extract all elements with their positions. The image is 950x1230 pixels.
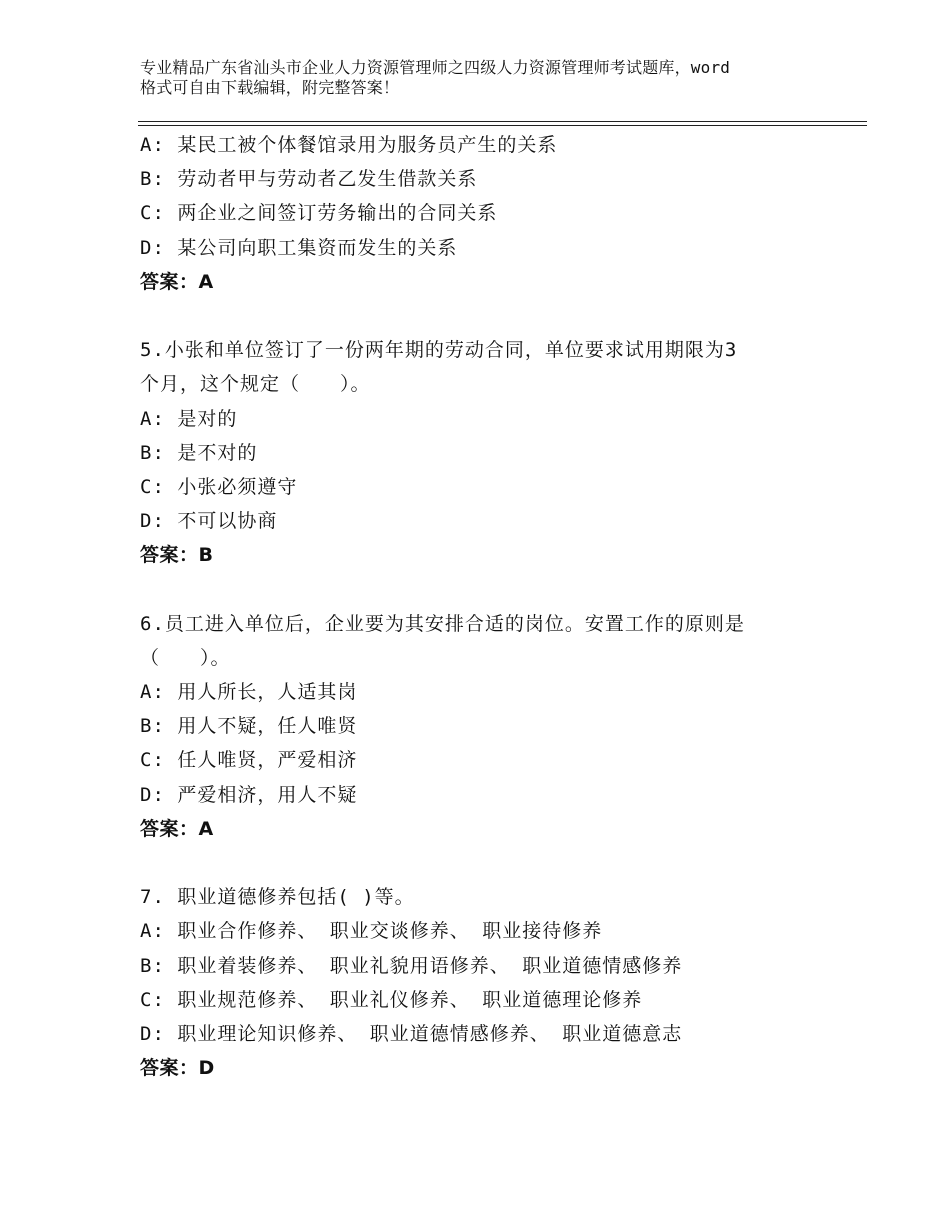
option-d: D: 严爱相济，用人不疑 — [140, 783, 358, 806]
question-7 — [140, 880, 840, 1085]
spacer — [140, 846, 840, 880]
header-line-1: 专业精品广东省汕头市企业人力资源管理师之四级人力资源管理师考试题库，word — [140, 58, 731, 77]
option-d: D: 职业理论知识修养、 职业道德情感修养、 职业道德意志 — [140, 1022, 683, 1045]
answer-label: 答案：D — [140, 1057, 215, 1080]
option-d: D: 某公司向职工集资而发生的关系 — [140, 236, 458, 259]
question-stem: 7. 职业道德修养包括( )等。 — [140, 886, 415, 909]
option-c: C: 两企业之间签订劳务输出的合同关系 — [140, 202, 498, 225]
option-a: A: 职业合作修养、 职业交谈修养、 职业接待修养 — [140, 920, 603, 943]
question-stem: 5.小张和单位签订了一份两年期的劳动合同，单位要求试用期限为3 — [140, 339, 738, 362]
question-stem: 6.员工进入单位后，企业要为其安排合适的岗位。安置工作的原则是 — [140, 612, 745, 635]
option-b: B: 用人不疑，任人唯贤 — [140, 715, 358, 738]
option-d: D: 不可以协商 — [140, 510, 278, 533]
option-b: B: 职业着装修养、 职业礼貌用语修养、 职业道德情感修养 — [140, 954, 683, 977]
option-b: B: 是不对的 — [140, 441, 258, 464]
option-a: A: 是对的 — [140, 407, 238, 430]
question-4 — [140, 128, 840, 299]
option-c: C: 小张必须遵守 — [140, 475, 298, 498]
option-a: A: 用人所长，人适其岗 — [140, 681, 358, 703]
spacer — [140, 572, 840, 606]
header-line-2: 格式可自由下载编辑，附完整答案！ — [140, 78, 400, 97]
answer-label: 答案：A — [140, 817, 214, 840]
header-divider — [138, 121, 867, 126]
option-a: A: 某民工被个体餐馆录用为服务员产生的关系 — [140, 134, 558, 156]
document-header — [140, 58, 840, 98]
answer-label: 答案：A — [140, 270, 214, 293]
question-stem-continued: 个月，这个规定（ ）。 — [140, 373, 371, 396]
question-6 — [140, 607, 840, 846]
option-c: C: 职业规范修养、 职业礼仪修养、 职业道德理论修养 — [140, 988, 643, 1011]
answer-label: 答案：B — [140, 544, 214, 567]
question-stem-continued: （ ）。 — [140, 646, 231, 669]
option-c: C: 任人唯贤，严爱相济 — [140, 749, 358, 772]
question-list — [140, 128, 840, 1085]
option-b: B: 劳动者甲与劳动者乙发生借款关系 — [140, 168, 478, 191]
question-5 — [140, 333, 840, 572]
spacer — [140, 299, 840, 333]
